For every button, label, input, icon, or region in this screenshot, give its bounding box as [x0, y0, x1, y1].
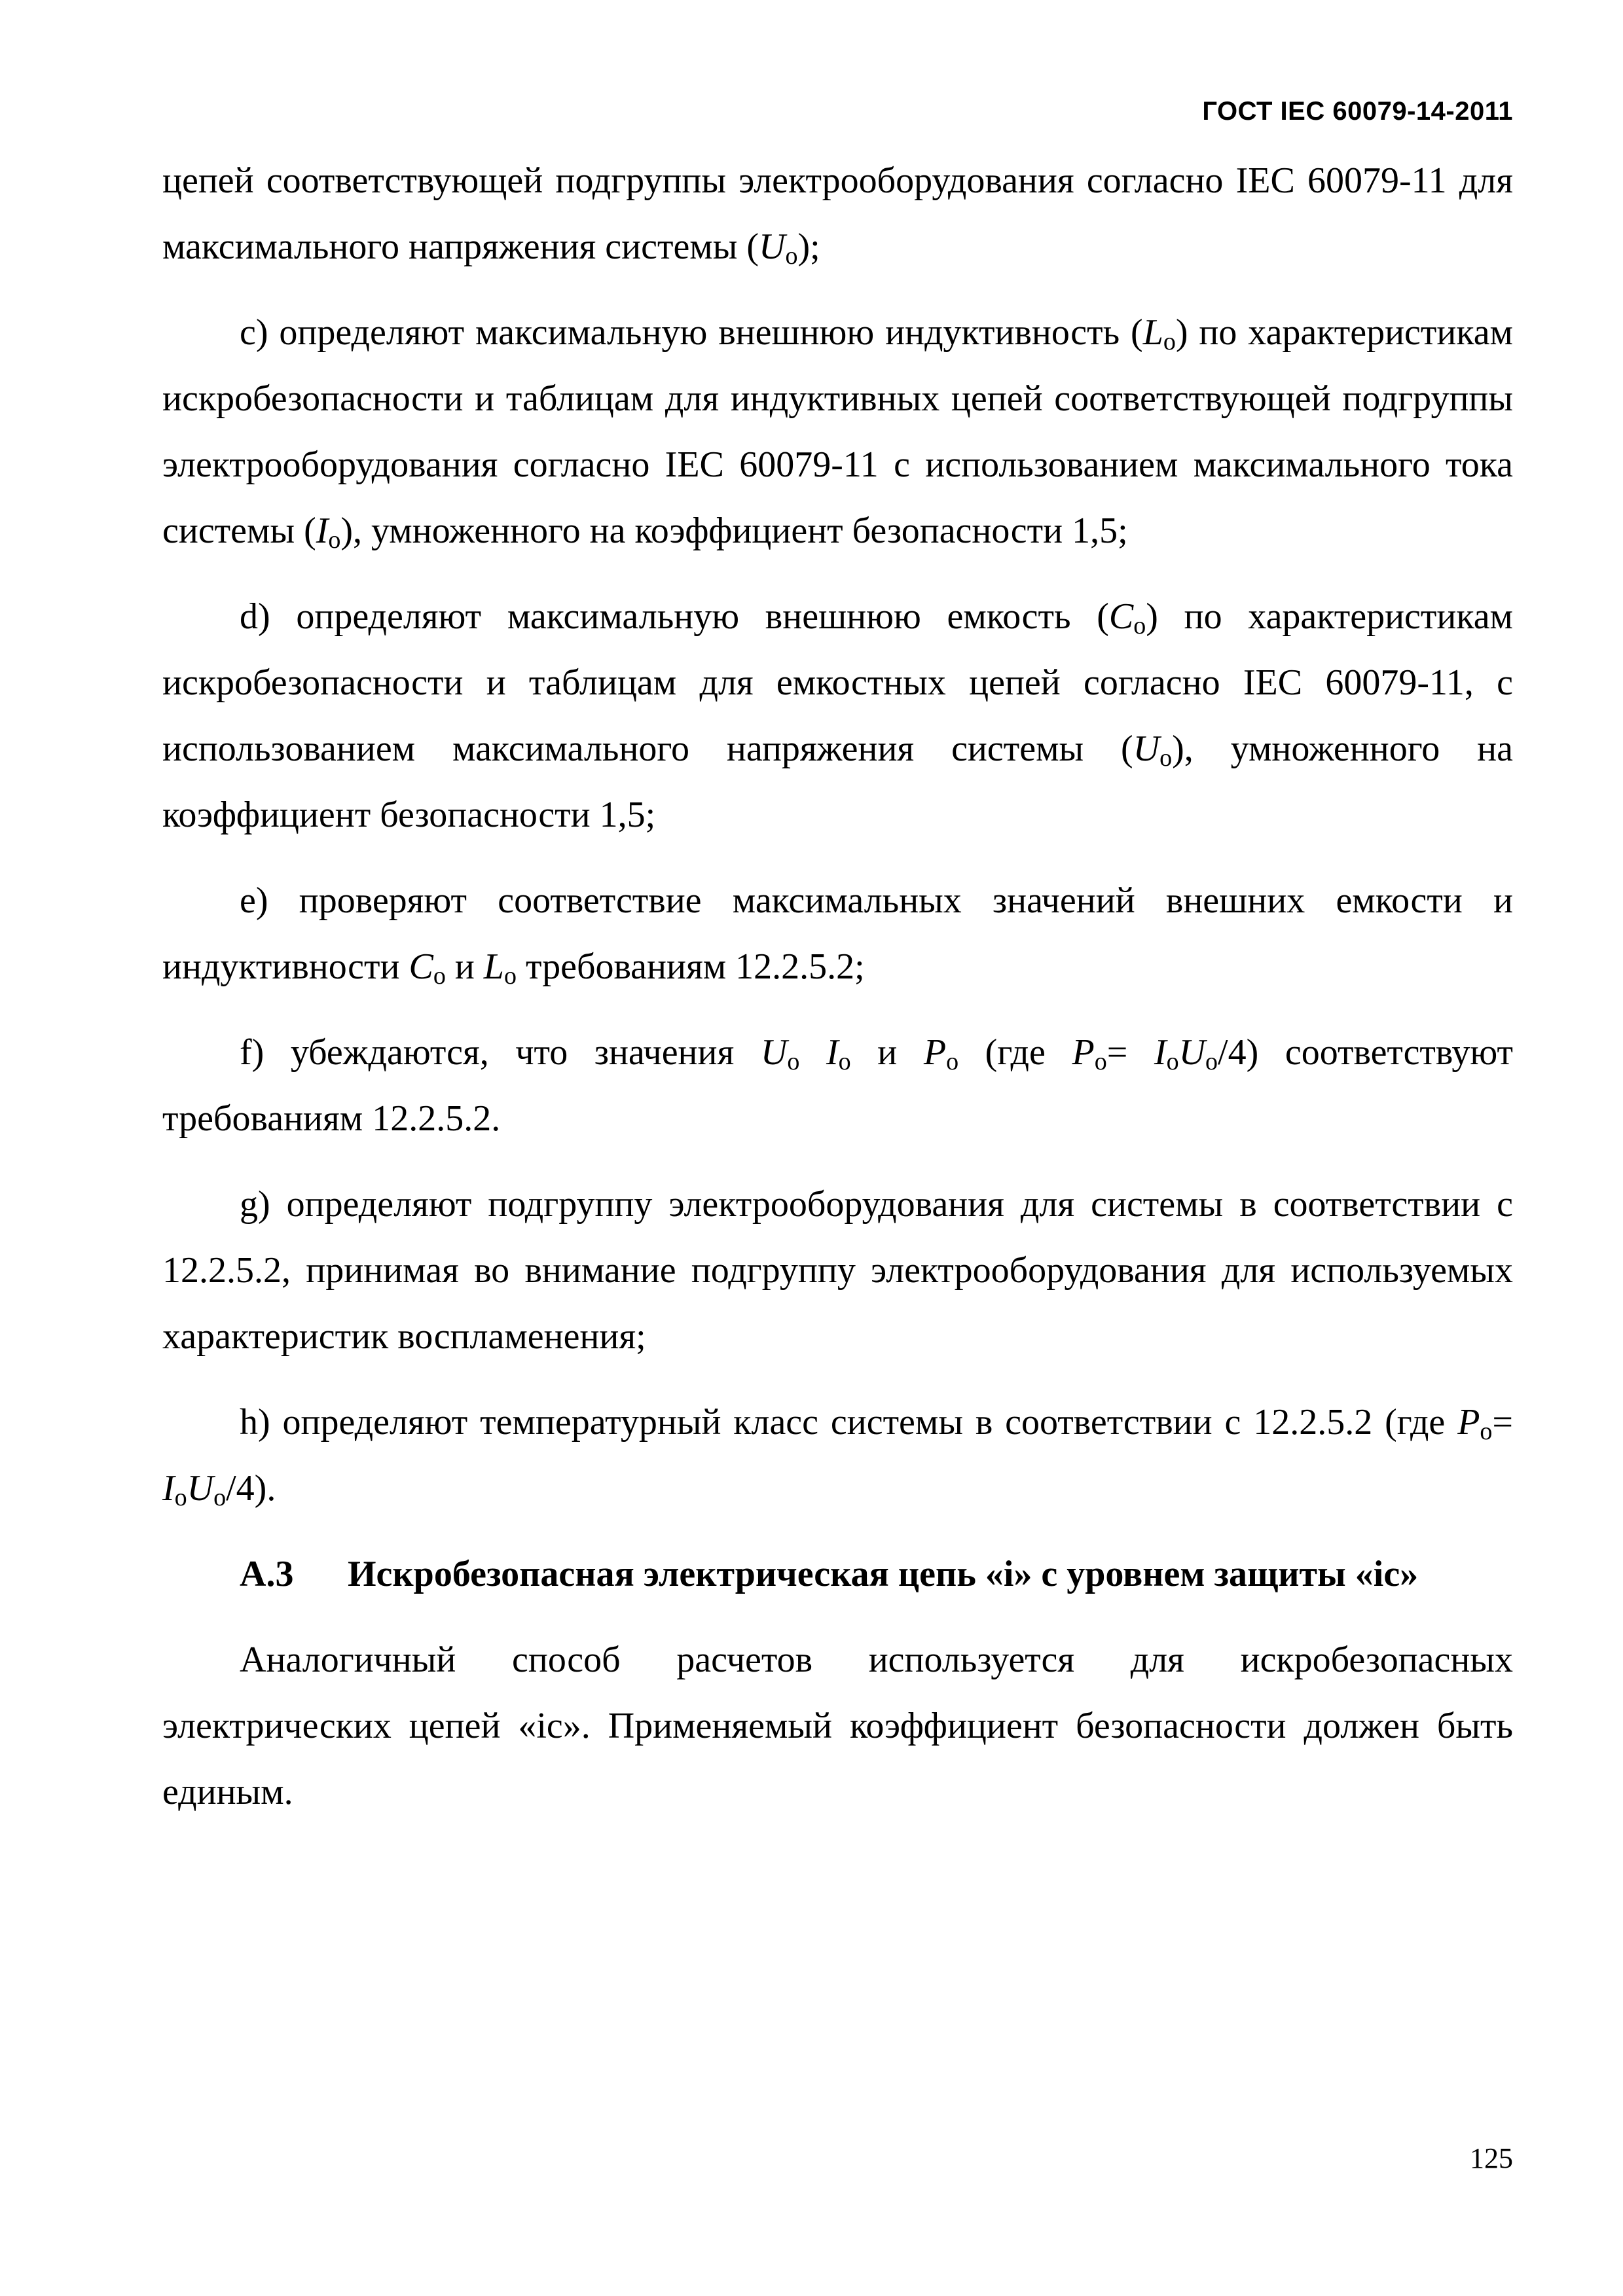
page-body [162, 148, 1513, 1845]
list-item-d: d) определяют максимальную внешнюю емкость $(C_о)$ по характеристикам искробезопасности и таблицам для емкостных цепей согласно IEC 60079-11, с использованием максимального напряжения системы $(U_о)$, умноженного на коэффициент безопасности 1,5; [162, 596, 1513, 835]
section-title: Искробезопасная электрическая цепь «i» с уровнем защиты «ic» [348, 1554, 1419, 1594]
section-heading [162, 1541, 1513, 1607]
list-item-g: g) определяют подгруппу электрооборудования для системы в соответствии с 12.2.5.2, принимая во внимание подгруппу электрооборудования для используемых характеристик воспламенения; [162, 1184, 1513, 1357]
list-item-e: e) проверяют соответствие максимальных значений внешних емкости и индуктивности $C_о$ и $L_о$ требованиям 12.2.5.2; [162, 880, 1513, 990]
list-item-h: h) определяют температурный класс системы в соответствии с 12.2.5.2 (где $P_о= I_оU_о/4$). [162, 1402, 1513, 1511]
closing-paragraph: Аналогичный способ расчетов используется для искробезопасных электрических цепей «ic». Применяемый коэффициент безопасности должен быть единым. [162, 1640, 1513, 1812]
paragraph-continuation: цепей соответствующей подгруппы электрооборудования согласно IEC 60079-11 для максимального напряжения системы $(U_о)$; [162, 160, 1513, 270]
list-item-f: f) убеждаются, что значения $U_о$ $I_о$ и $P_о$ (где $P_о= I_оU_о/4$) соответствуют требованиям 12.2.5.2. [162, 1032, 1514, 1139]
page-number: 125 [1470, 2142, 1513, 2174]
section-number: А.3 [240, 1554, 294, 1594]
document-header: ГОСТ IEC 60079-14-2011 [1202, 97, 1513, 126]
list-item-c: c) определяют максимальную внешнюю индуктивность $(L_о)$ по характеристикам искробезопасности и таблицам для индуктивных цепей соответствующей подгруппы электрооборудования согласно IEC 60079-11 с использованием максимального тока системы $(I_о)$, умноженного на коэффициент безопасности 1,5; [162, 312, 1513, 554]
